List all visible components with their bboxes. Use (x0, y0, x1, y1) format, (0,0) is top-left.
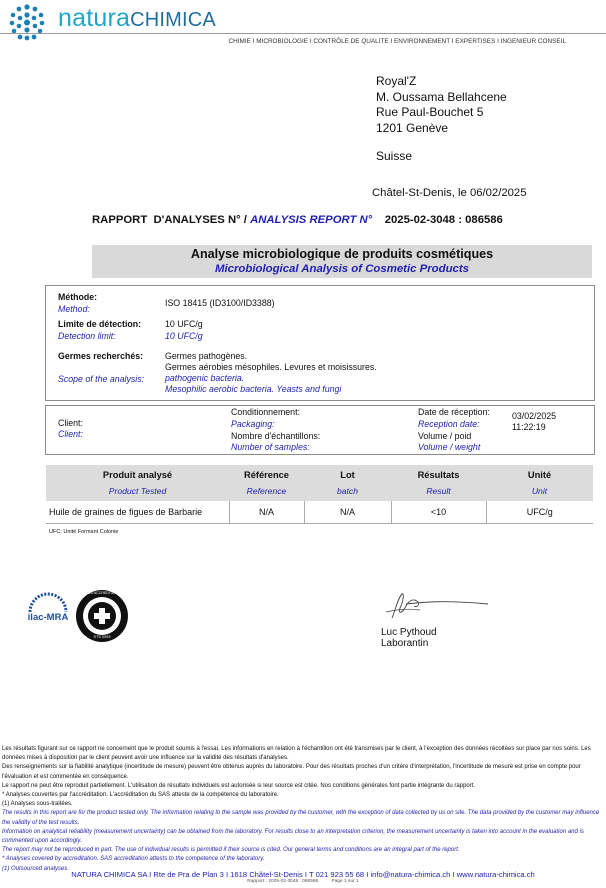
place-date: Châtel-St-Denis, le 06/02/2025 (372, 187, 527, 199)
cell-lot: N/A (304, 501, 391, 524)
reception-label-en: Reception date: (418, 419, 480, 429)
packaging-label: Conditionnement: (231, 407, 300, 417)
footnote-en-3: The report may not be reproduced in part. The use of individual results is permitted if their source is cited. Our general terms and conditions are an integral part of the report. (2, 847, 460, 854)
analysis-title-en: Microbiological Analysis of Cosmetic Products (214, 263, 470, 275)
footnote-en-1: The results in this report are for the product tested only. The information relating to the sample was provided by the customer, with the exception of data collected by us on site. The data provided by the customer may influence the validity of the test results. (2, 810, 600, 826)
scope-value-1: Germes pathogènes. (165, 351, 248, 361)
swiss-accreditation-seal (75, 589, 129, 643)
header-product: Produit analysé Product Tested (46, 465, 229, 501)
header-divider (0, 33, 606, 34)
samples-label-en: Number of samples: (231, 442, 310, 452)
footnote-en-4: * Analyses covered by accreditation. SAS accreditation attests to the competence of the laboratory. (2, 856, 265, 863)
ufc-note: UFC: Unité Formant Colonie (49, 529, 119, 535)
report-label-en: ANALYSIS REPORT N° (250, 214, 373, 226)
results-table (46, 465, 593, 524)
cell-result: <10 (391, 501, 486, 524)
ilac-mra-text: ilac-MRA (27, 612, 69, 623)
report-label-fr: RAPPORT D'ANALYSES N° / (92, 214, 251, 226)
analysis-title: Analyse microbiologique de produits cosmétiques (190, 247, 494, 261)
reception-time: 11:22:19 (512, 422, 546, 432)
reception-label: Date de réception: (418, 407, 490, 417)
header-unit: Unité Unit (486, 465, 593, 501)
recipient-name: M. Oussama Bellahcene (376, 89, 507, 104)
signature-image (384, 590, 494, 622)
detection-value-en: 10 UFC/g (165, 331, 203, 341)
header-lot: Lot batch (304, 465, 391, 501)
header-tagline: CHIMIE I MICROBIOLOGIE I CONTRÔLE DE QUALITE I ENVIRONNEMENT I EXPERTISES I INGENIEUR CONSEIL (228, 38, 566, 45)
scope-value-en-2: Mesophilic aerobic bacteria. Yeasts and fungi (165, 384, 342, 394)
report-number-line (92, 214, 503, 226)
footer-meta: Rapport : 2025-02-3048 : 086586 Page 1 sur 1 (247, 879, 359, 884)
signatory-name: Luc Pythoud (381, 627, 437, 638)
recipient-company: Royal'Z (376, 74, 417, 88)
scope-value-2: Germes aérobies mésophiles. Levures et moisissures. (165, 362, 377, 372)
table-row (46, 501, 593, 524)
method-value: ISO 18415 (ID3100/ID3388) (165, 298, 275, 308)
footnote-fr-4: * Analyses couvertes par l'accréditation. L'accréditation du SAS atteste de la compétence du laboratoire. (2, 792, 279, 799)
volume-label: Volume / poid (418, 431, 472, 441)
packaging-label-en: Packaging: (231, 419, 275, 429)
footnote-fr-2: Des renseignements sur la fiabilité analytique (incertitude de mesure) peuvent être obtenus auprès du laboratoire. Pour des résultats proches d'un critère d'interprétation, l'incertitude de mesure est prise en compte pour l'évaluation et est commentée en conséquence. (2, 764, 581, 780)
footnote-fr-5: (1) Analyses sous-traitées. (2, 801, 73, 808)
header-result: Résultats Result (391, 465, 486, 501)
footnote-en-5: (1) Outsourced analyses. (2, 865, 70, 872)
cell-reference: N/A (229, 501, 304, 524)
ilac-mra-logo (24, 592, 72, 640)
footnotes (2, 745, 602, 874)
cell-product: Huile de graines de figues de Barbarie (46, 501, 229, 524)
recipient-city: 1201 Genève (376, 120, 449, 135)
method-label: Méthode: (58, 292, 98, 302)
brand-logo-text: naturaCHIMICA (58, 4, 216, 32)
header-reference: Référence Reference (229, 465, 304, 501)
volume-label-en: Volume / weight (418, 442, 481, 452)
recipient-country: Suisse (376, 149, 413, 163)
scope-value-en-1: pathogenic bacteria. (165, 373, 245, 383)
footer-address: NATURA CHIMICA SA I Rte de Pra de Plan 3 I 1618 Châtel-St-Denis I T 021 923 55 68 I info@natura-chimica.ch I www.natura-chimica.ch (71, 870, 535, 879)
seal-top-text: SWISS ACCREDITATION (81, 591, 123, 595)
method-label-en: Method: (58, 304, 90, 314)
scope-label: Germes recherchés: (58, 351, 144, 361)
scope-label-en: Scope of the analysis: (58, 374, 145, 384)
results-header-row (46, 465, 593, 501)
samples-label: Nombre d'échantillons: (231, 431, 321, 441)
reception-date: 03/02/2025 (512, 411, 557, 421)
signatory-role: Laborantin (381, 638, 429, 649)
detection-value: 10 UFC/g (165, 319, 203, 329)
report-number: 2025-02-3048 : 086586 (384, 214, 503, 226)
client-label: Client: (58, 418, 83, 428)
seal-bottom-text: STS 0093 (93, 635, 111, 639)
natura-logo-icon (8, 3, 46, 41)
footnote-en-2: Information on analytical reliability (measurement uncertainty) can be obtained from the laboratory. For results close to an interpretation criterion, the measurement uncertainty is taken into account in the evaluation and is commented upon accordingly. (2, 828, 584, 845)
detection-label: Limite de détection: (58, 319, 142, 329)
recipient-street: Rue Paul-Bouchet 5 (376, 105, 484, 119)
footnote-fr-3: Le rapport ne peut être reproduit partiellement. L'utilisation de résultats individuels est autorisée si leur source est citée. Nos conditions générales font partie intégrante du rapport. (2, 782, 476, 789)
client-label-en: Client: (58, 429, 83, 439)
footnote-fr-1: Les résultats figurant sur ce rapport ne concernent que le produit soumis à l'essai. Les informations en relation à l'échantillon ont été transmises par le client, à l'exception des données récoltées sur place par nos soins. Les données mises à disposition par le client peuvent avoir une influence sur la validité des résultats d'analyses. (2, 746, 591, 762)
cell-unit: UFC/g (486, 501, 593, 524)
detection-label-en: Detection limit: (58, 331, 116, 341)
